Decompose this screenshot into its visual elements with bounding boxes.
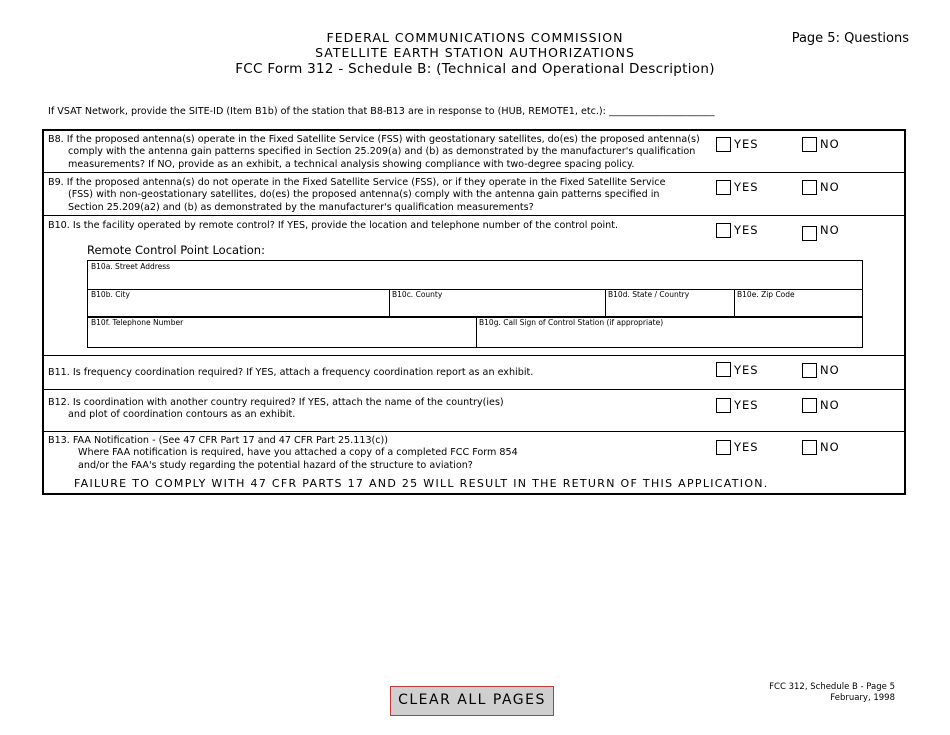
- page-label: Page 5: Questions: [791, 31, 909, 46]
- b10d-state-field[interactable]: [605, 289, 735, 318]
- b10e-label: B10e. Zip Code: [737, 290, 795, 299]
- b8-no-label: NO: [820, 137, 840, 151]
- b10c-county-field[interactable]: [389, 289, 606, 318]
- b9-yes-label: YES: [734, 180, 759, 194]
- b13-no-label: NO: [820, 440, 840, 454]
- b9-text-3: Section 25.209(a2) and (b) as demonstrated by the manufacturer's qualification measurements?: [68, 201, 534, 213]
- b10f-label: B10f. Telephone Number: [91, 318, 184, 327]
- vsat-site-id-prompt[interactable]: If VSAT Network, provide the SITE-ID (Item B1b) of the station that B8-B13 are in response to (HUB, REMOTE1, etc.): ______________________: [48, 106, 715, 117]
- b9-text-2: (FSS) with non-geostationary satellites, do(es) the proposed antenna(s) comply with the antenna gain patterns specified in: [68, 189, 660, 201]
- b10c-label: B10c. County: [392, 290, 443, 299]
- b8-text-2: comply with the antenna gain patterns specified in Section 25.209(a) and (b) as demonstrated by the manufacturer's qualification: [68, 146, 696, 158]
- questions-box: [42, 129, 906, 495]
- question-b11: B11. Is frequency coordination required? If YES, attach a frequency coordination report as an exhibit.: [48, 367, 534, 378]
- clear-all-pages-button[interactable]: CLEAR ALL PAGES: [390, 686, 554, 716]
- b13-yes-checkbox[interactable]: [716, 440, 731, 455]
- divider: [44, 389, 904, 390]
- b8-text-1: B8. If the proposed antenna(s) operate in the Fixed Satellite Service (FSS) with geostationary satellites, do(es) the proposed antenna(s): [48, 134, 700, 145]
- b10-yes-checkbox[interactable]: [716, 223, 731, 238]
- form-subtitle: SATELLITE EARTH STATION AUTHORIZATIONS: [315, 45, 635, 60]
- remote-control-phone-grid: [87, 317, 863, 348]
- b13-text-2: Where FAA notification is required, have you attached a copy of a completed FCC Form 854: [78, 447, 518, 459]
- b13-no-checkbox[interactable]: [802, 440, 817, 455]
- question-b9: [48, 177, 708, 214]
- footer-form-ref: FCC 312, Schedule B - Page 5: [769, 682, 895, 692]
- b10-yes-label: YES: [734, 223, 759, 237]
- b13-text-1: B13. FAA Notification - (See 47 CFR Part 17 and 47 CFR Part 25.113(c)): [48, 435, 389, 446]
- agency-title: FEDERAL COMMUNICATIONS COMMISSION: [326, 30, 624, 45]
- b11-no-checkbox[interactable]: [802, 363, 817, 378]
- b9-yes-checkbox[interactable]: [716, 180, 731, 195]
- question-b13: [48, 435, 708, 472]
- divider: [44, 431, 904, 432]
- b10a-street-field[interactable]: [88, 261, 862, 290]
- b11-yes-checkbox[interactable]: [716, 362, 731, 377]
- b10a-label: B10a. Street Address: [91, 262, 171, 271]
- b8-yes-label: YES: [734, 137, 759, 151]
- divider: [44, 172, 904, 173]
- b8-yes-checkbox[interactable]: [716, 137, 731, 152]
- b12-yes-checkbox[interactable]: [716, 398, 731, 413]
- b12-no-checkbox[interactable]: [802, 398, 817, 413]
- b12-text-2: and plot of coordination contours as an exhibit.: [68, 409, 296, 421]
- b10g-callsign-field[interactable]: [476, 317, 862, 347]
- divider: [44, 215, 904, 216]
- b9-text-1: B9. If the proposed antenna(s) do not operate in the Fixed Satellite Service (FSS), or if they operate in the Fixed Satellite Service: [48, 177, 666, 188]
- b11-yes-label: YES: [734, 363, 759, 377]
- b8-no-checkbox[interactable]: [802, 137, 817, 152]
- b12-yes-label: YES: [734, 398, 759, 412]
- b10d-label: B10d. State / Country: [608, 290, 690, 299]
- remote-control-address-grid: [87, 260, 863, 317]
- b10e-zip-field[interactable]: [734, 289, 862, 318]
- b13-text-3: and/or the FAA's study regarding the potential hazard of the structure to aviation?: [78, 459, 473, 471]
- remote-control-location-label: Remote Control Point Location:: [87, 243, 265, 257]
- question-b8: [48, 134, 708, 171]
- b9-no-checkbox[interactable]: [802, 180, 817, 195]
- b10b-label: B10b. City: [91, 290, 130, 299]
- b11-no-label: NO: [820, 363, 840, 377]
- b10-no-label: NO: [820, 223, 840, 237]
- b8-text-3: measurements? If NO, provide as an exhibit, a technical analysis showing compliance with two-degree spacing policy.: [68, 158, 635, 170]
- form-title: FCC Form 312 - Schedule B: (Technical and Operational Description): [235, 61, 715, 77]
- b9-no-label: NO: [820, 180, 840, 194]
- b10-no-checkbox[interactable]: [802, 226, 817, 241]
- b13-yes-label: YES: [734, 440, 759, 454]
- footer-date: February, 1998: [830, 693, 895, 703]
- b10f-phone-field[interactable]: [88, 317, 477, 347]
- question-b12: [48, 397, 708, 422]
- b12-text-1: B12. Is coordination with another country required? If YES, attach the name of the country(ies): [48, 397, 504, 408]
- b10g-label: B10g. Call Sign of Control Station (if appropriate): [479, 318, 664, 327]
- compliance-warning: FAILURE TO COMPLY WITH 47 CFR PARTS 17 AND 25 WILL RESULT IN THE RETURN OF THIS APPLICATION.: [74, 477, 769, 490]
- divider: [44, 355, 904, 356]
- question-b10: B10. Is the facility operated by remote control? If YES, provide the location and telephone number of the control point.: [48, 220, 619, 231]
- b10b-city-field[interactable]: [88, 289, 390, 318]
- b12-no-label: NO: [820, 398, 840, 412]
